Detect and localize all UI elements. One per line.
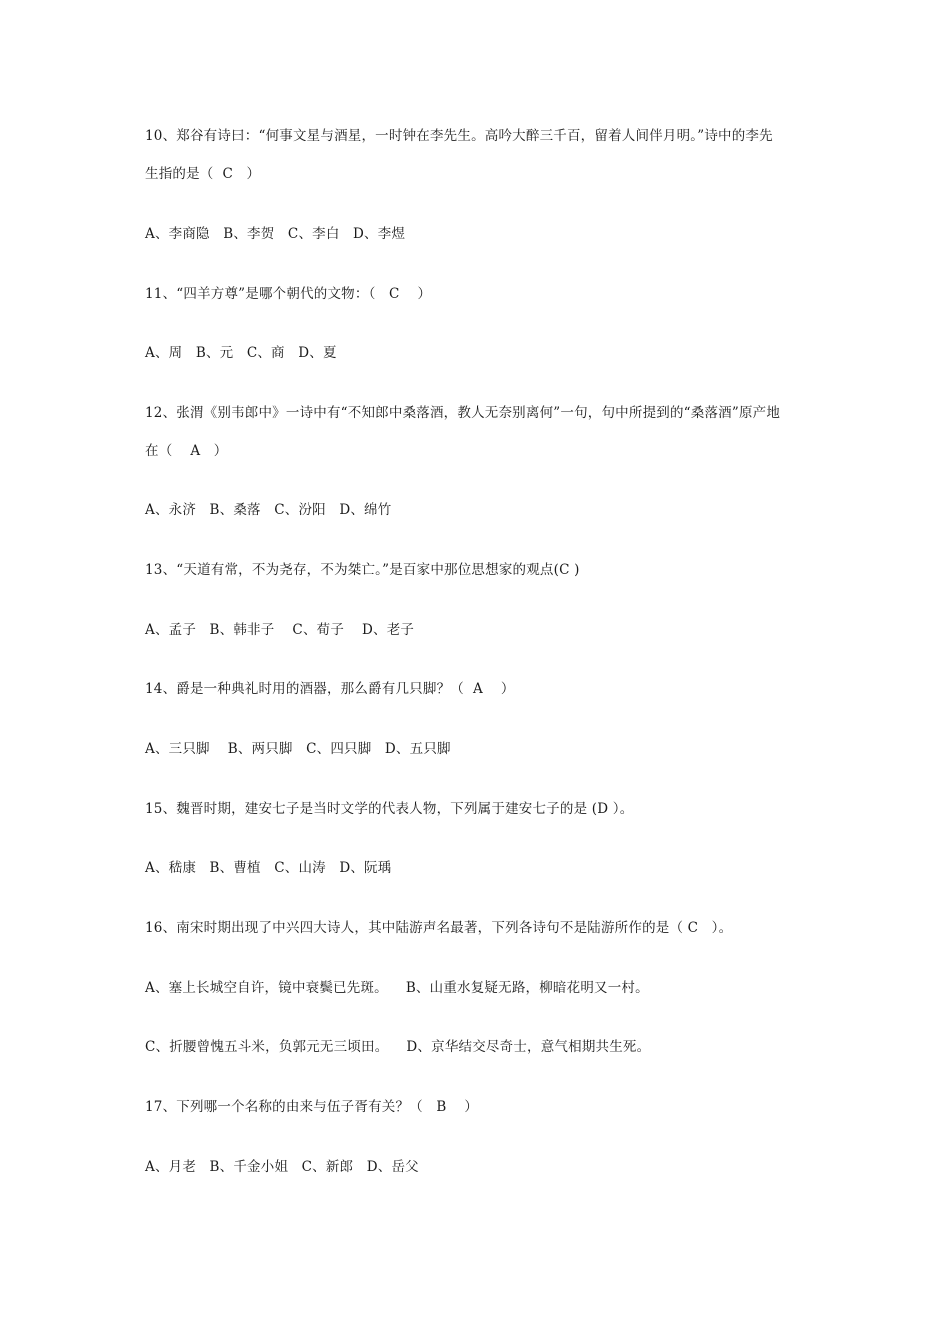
question-16-text: 16、南宋时期出现了中兴四大诗人，其中陆游声名最著，下列各诗句不是陆游所作的是（ C ）。 <box>145 920 733 936</box>
question-10-text-line1: 10、郑谷有诗曰：“何事文星与酒星，一时钟在李先生。高吟大醉三千百，留着人间伴月明。”诗中的李先 <box>145 128 773 144</box>
question-11-options: A、周 B、元 C、商 D、夏 <box>145 345 337 361</box>
question-14-options: A、三只脚 B、两只脚 C、四只脚 D、五只脚 <box>145 741 451 757</box>
question-11-text: 11、“四羊方尊”是哪个朝代的文物：（ C ） <box>145 286 432 302</box>
question-16-options-ab: A、塞上长城空自许，镜中衰鬓已先斑。 B、山重水复疑无路，柳暗花明又一村。 <box>145 980 649 996</box>
question-10-options: A、李商隐 B、李贺 C、李白 D、李煜 <box>145 226 406 242</box>
question-15-options: A、嵇康 B、曹植 C、山涛 D、阮瑀 <box>145 860 392 876</box>
question-13-options: A、孟子 B、韩非子 C、荀子 D、老子 <box>145 622 415 638</box>
question-17-options: A、月老 B、千金小姐 C、新郎 D、岳父 <box>145 1159 419 1175</box>
question-15-text: 15、魏晋时期，建安七子是当时文学的代表人物，下列属于建安七子的是 (D ）。 <box>145 801 634 817</box>
question-12-text-line1: 12、张渭《别韦郎中》一诗中有“不知郎中桑落酒，教人无奈别离何”一句，句中所提到的“桑落酒”原产地 <box>145 405 781 421</box>
question-16-options-cd: C、折腰曾愧五斗米，负郭元无三顷田。 D、京华结交尽奇士，意气相期共生死。 <box>145 1039 651 1055</box>
question-12-text-line2: 在（ A ） <box>145 443 228 459</box>
question-17-text: 17、下列哪一个名称的由来与伍子胥有关？（ B ） <box>145 1099 479 1115</box>
question-12-options: A、永济 B、桑落 C、汾阳 D、绵竹 <box>145 502 392 518</box>
question-10-text-line2: 生指的是（ C ） <box>145 166 261 182</box>
question-13-text: 13、“天道有常，不为尧存，不为桀亡。”是百家中那位思想家的观点(C ) <box>145 562 580 578</box>
question-14-text: 14、爵是一种典礼时用的酒器，那么爵有几只脚？（ A ） <box>145 681 515 697</box>
